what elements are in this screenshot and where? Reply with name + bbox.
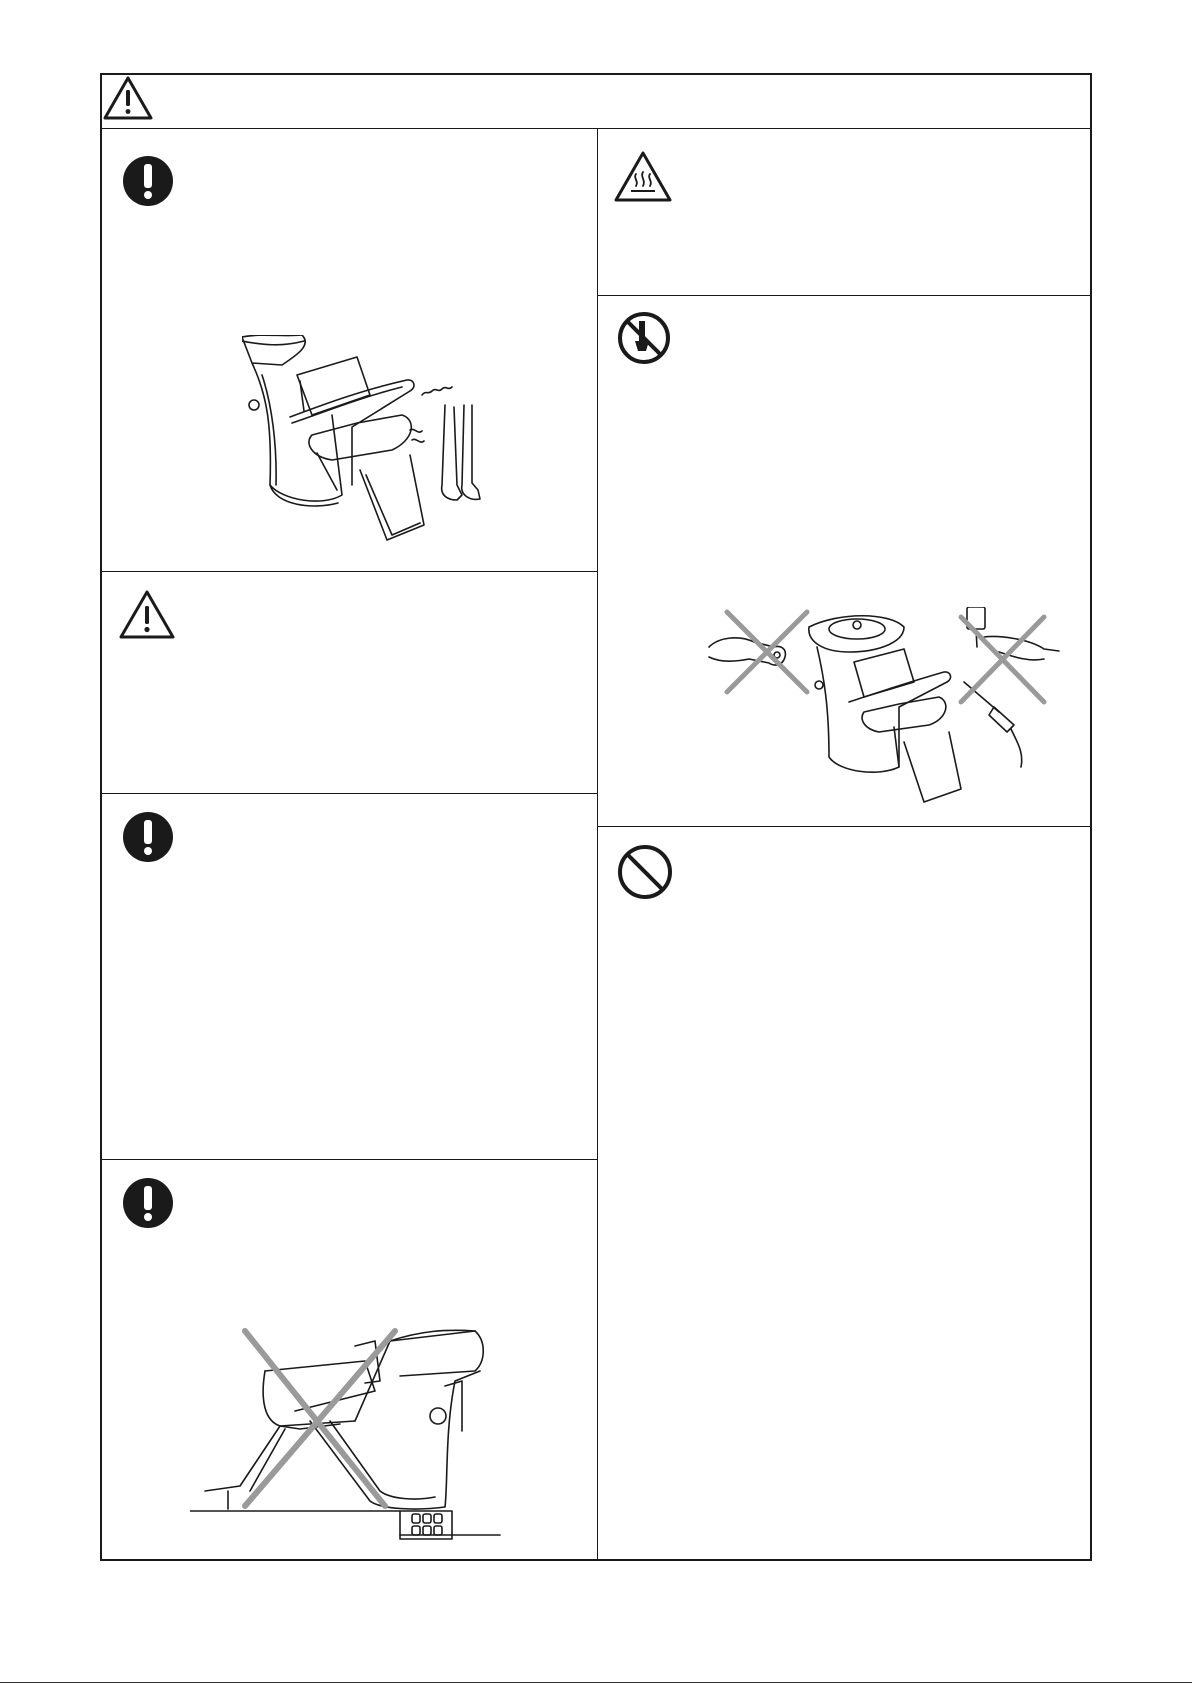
page-bottom-rule [0,1682,1192,1683]
shampoo-chair-illustration [242,335,502,555]
mandatory-exclamation-icon [122,1177,174,1229]
mandatory-exclamation-icon [122,811,174,863]
right-row-divider-2 [597,826,1090,827]
prohibited-circle-icon [617,844,673,900]
left-cell-mandatory-2 [102,795,596,1158]
left-row-divider-2 [102,793,597,794]
left-row-divider-1 [102,571,597,572]
safety-warning-table [100,73,1092,1561]
no-disassembly-icon [617,311,671,365]
left-cell-mandatory-3 [102,1161,596,1561]
chair-on-blocks-illustration [190,1311,530,1541]
left-cell-mandatory-1 [102,130,596,570]
right-cell-no-disassembly [599,297,1090,825]
left-cell-caution-1 [102,573,596,792]
left-row-divider-3 [102,1159,597,1160]
warning-triangle-icon [102,75,154,121]
mandatory-exclamation-icon [122,155,174,207]
right-cell-hot-surface [599,130,1090,294]
right-row-divider-1 [597,295,1090,296]
hot-surface-warning-icon [613,150,673,204]
shampoo-unit-tools-illustration [699,607,1069,807]
header-divider [102,128,1090,129]
warning-triangle-icon [118,589,176,641]
column-divider [597,128,598,1561]
right-cell-prohibited [599,828,1090,1561]
